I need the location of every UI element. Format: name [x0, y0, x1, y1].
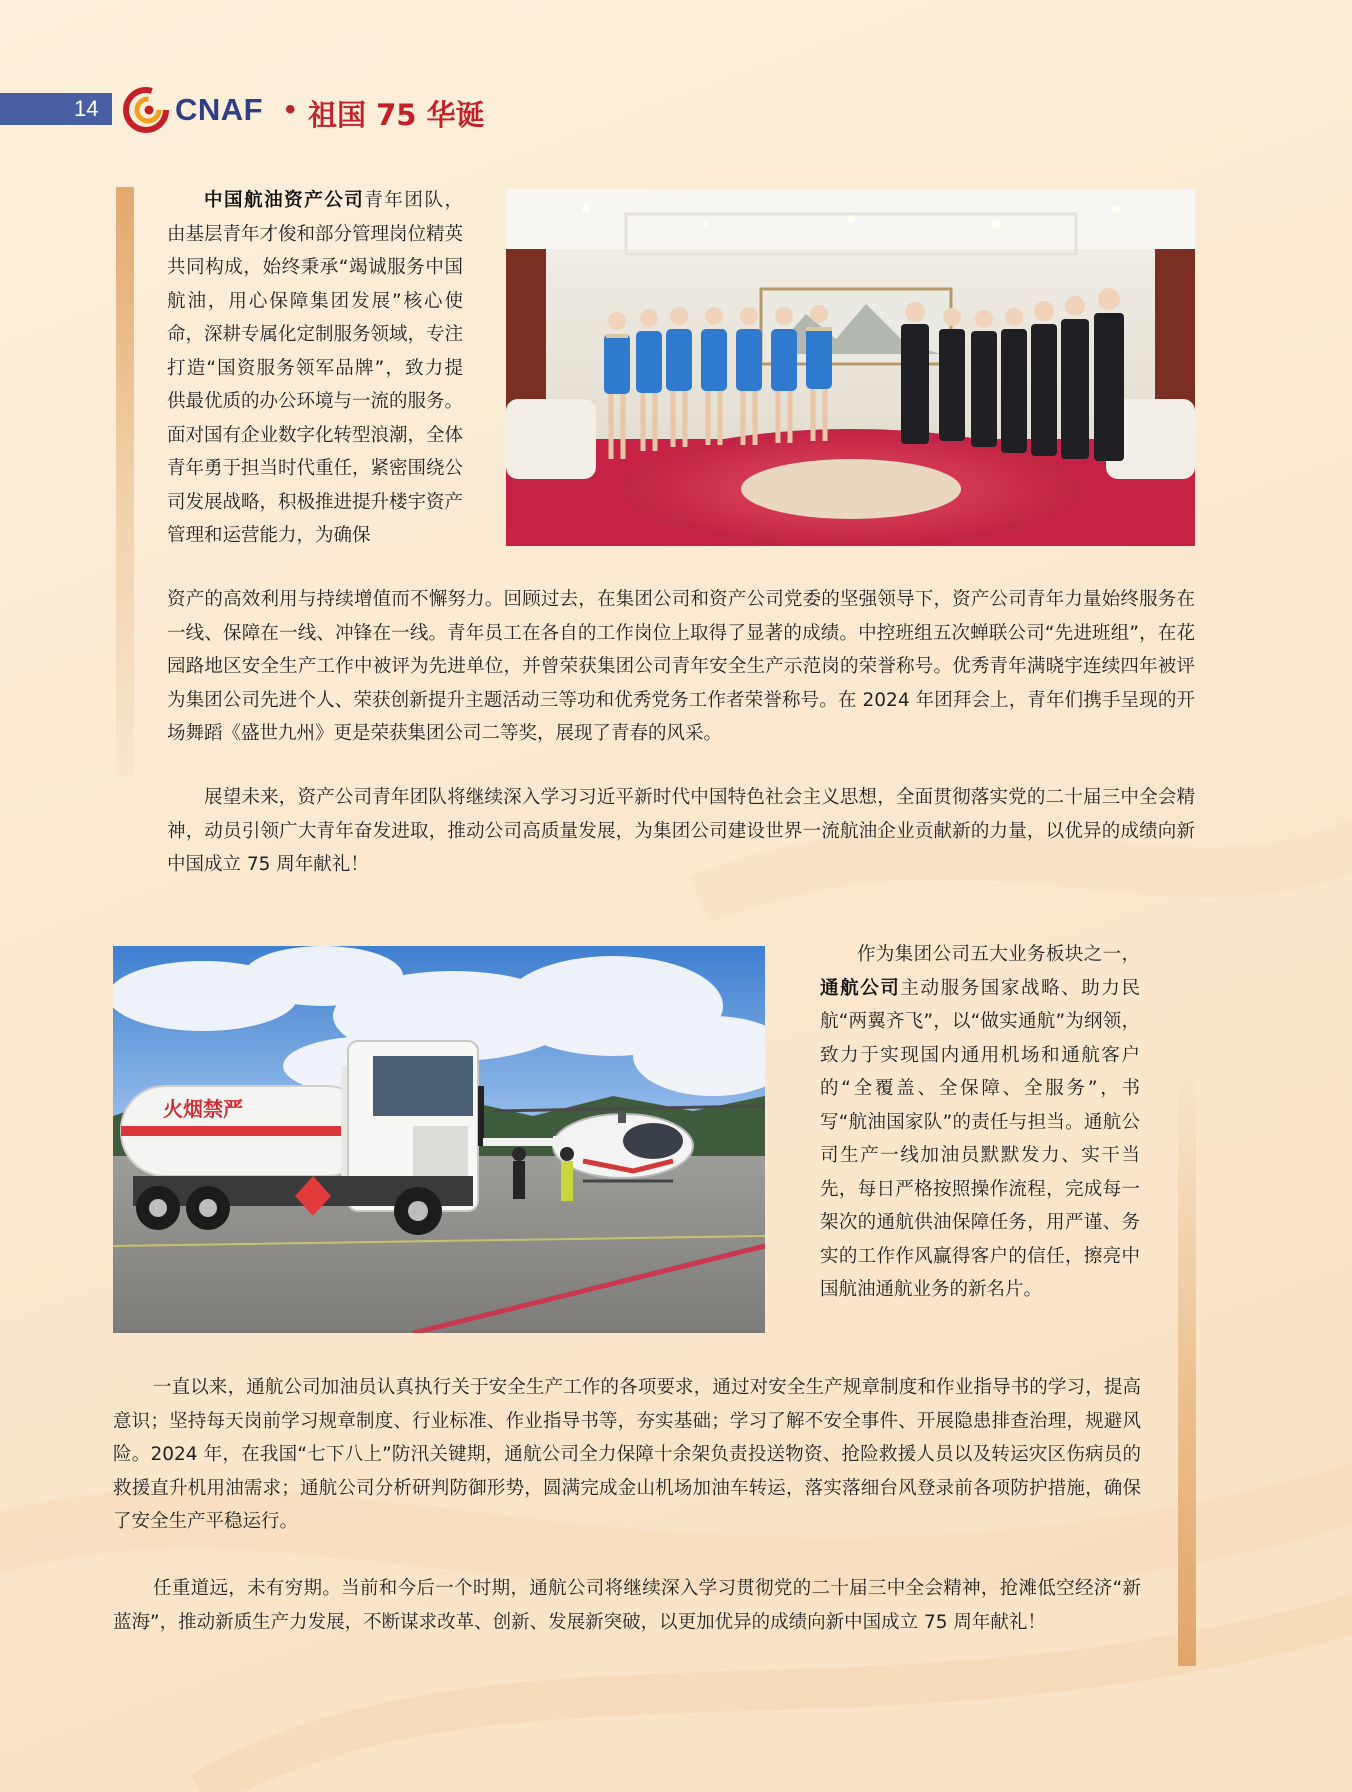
brand-name: CNAF [175, 92, 264, 127]
brand-tagline: 祖国 75 华诞 [308, 98, 485, 132]
team-photo-illustration [506, 189, 1195, 546]
accent-rule-left [116, 187, 134, 777]
section1-outlook-paragraph: 展望未来，资产公司青年团队将继续深入学习习近平新时代中国特色社会主义思想，全面贯彻落实党的二十届三中全会精神，动员引领广大青年奋发进取，推动公司高质量发展，为集团公司建设世界一流航油企业贡献新的力量，以优异的成绩向新中国成立 75 周年献礼！ [167, 787, 1195, 875]
section1-intro-paragraph [167, 184, 463, 553]
company-name-asset: 中国航油资产公司 [204, 190, 365, 211]
tank-warning-text: 火烟禁严 [163, 1097, 243, 1121]
company-name-aviation: 通航公司 [820, 977, 901, 999]
section2-future-paragraph: 任重道远，未有穷期。当前和今后一个时期，通航公司将继续深入学习贯彻党的二十届三中全会精神，抢滩低空经济“新蓝海”，推动新质生产力发展，不断谋求改革、创新、发展新突破，以更加优异的成绩向新中国成立 75 周年献礼！ [113, 1578, 1141, 1633]
team-photo [506, 189, 1195, 546]
intro-text: 青年团队，由基层青年才俊和部分管理岗位精英共同构成，始终秉承“竭诚服务中国航油，用心保障集团发展”核心使命，深耕专属化定制服务领域，专注打造“国资服务领军品牌”，致力提供最优质的办公环境与一流的服务。面对国有企业数字化转型浪潮，全体青年勇于担当时代重任，紧密围绕公司发展战略，积极推进提升楼宇资产管理和运营能力，为确保 [167, 190, 464, 546]
fuel-truck-illustration [113, 946, 765, 1333]
accent-rule-right [1178, 1068, 1196, 1666]
intro-text: 主动服务国家战略、助力民航“两翼齐飞”，以“做实通航”为纲领，致力于实现国内通用机场和通航客户的“全覆盖、全保障、全服务”，书写“航油国家队”的责任与担当。通航公司生产一线加油员默默发力、实干当先，每日严格按照操作流程，完成每一架次的通航供油保障任务，用严谨、务实的工作作风赢得客户的信任，擦亮中国航油通航业务的新名片。 [820, 977, 1140, 1300]
intro-prefix: 作为集团公司五大业务板块之一， [857, 944, 1140, 965]
page-number: 14 [74, 96, 99, 121]
section1-continuation-paragraph: 资产的高效利用与持续增值而不懈努力。回顾过去，在集团公司和资产公司党委的坚强领导下，资产公司青年力量始终服务在一线、保障在一线、冲锋在一线。青年员工在各自的工作岗位上取得了显著的成绩。中控班组五次蝉联公司“先进班组”，在花园路地区安全生产工作中被评为先进单位，并曾荣获集团公司青年安全生产示范岗的荣誉称号。优秀青年满晓宇连续四年被评为集团公司先进个人、荣获创新提升主题活动三等功和优秀党务工作者荣誉称号。在 2024 年团拜会上，青年们携手呈现的开场舞蹈《盛世九州》更是荣获集团公司二等奖，展现了青春的风采。 [167, 589, 1195, 744]
section2-intro-paragraph [820, 938, 1140, 1307]
cnaf-logo-icon [122, 86, 170, 134]
brand-separator: • [285, 93, 296, 126]
fuel-truck-photo [113, 946, 765, 1333]
section2-safety-paragraph: 一直以来，通航公司加油员认真执行关于安全生产工作的各项要求，通过对安全生产规章制度和作业指导书的学习，提高意识；坚持每天岗前学习规章制度、行业标准、作业指导书等，夯实基础；学习了解不安全事件、开展隐患排查治理，规避风险。2024 年，在我国“七下八上”防汛关键期，通航公司全力保障十余架负责投送物资、抢险救援人员以及转运灾区伤病员的救援直升机用油需求；通航公司分析研判防御形势，圆满完成金山机场加油车转运，落实落细台风登录前各项防护措施，确保了安全生产平稳运行。 [113, 1377, 1141, 1532]
